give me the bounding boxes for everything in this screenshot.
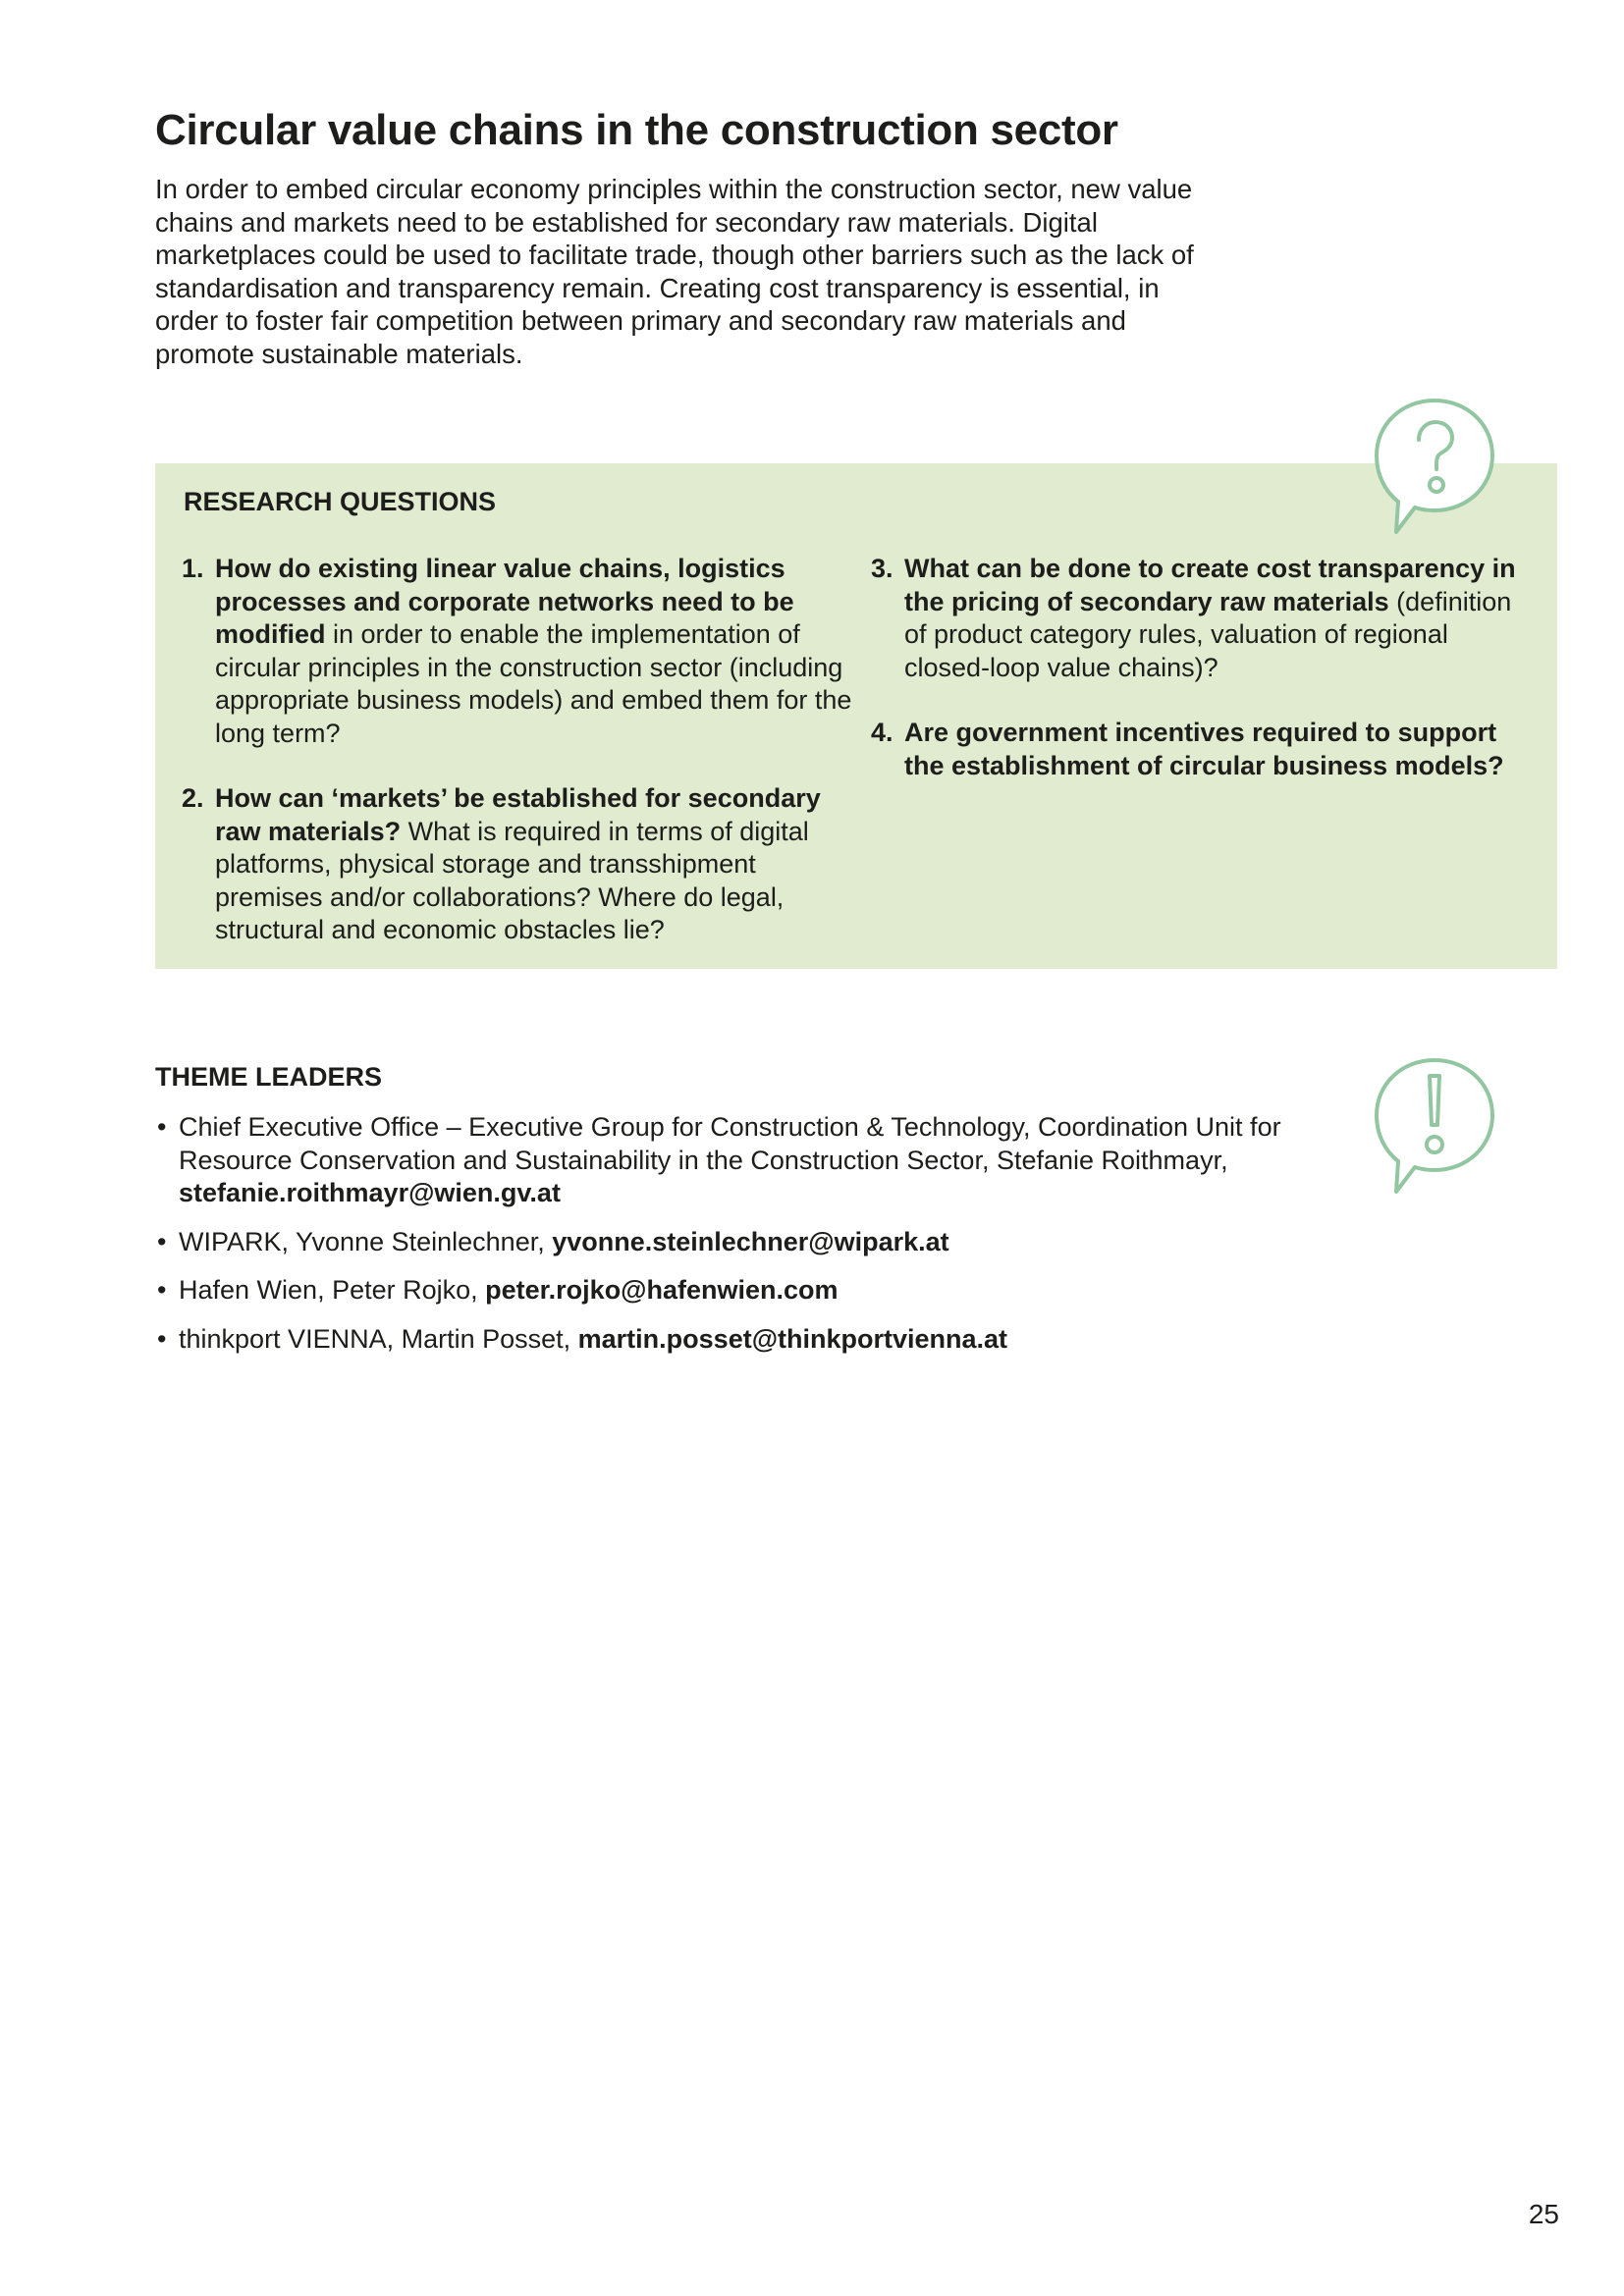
page-title: Circular value chains in the construction sector (155, 106, 1118, 154)
email-link[interactable]: yvonne.steinlechner@wipark.at (552, 1226, 949, 1256)
research-question-3 (871, 553, 1539, 684)
question-bold-text: What can be done to create cost transparency in the pricing of secondary raw materials (904, 554, 1516, 616)
bullet: • (157, 1112, 167, 1142)
research-question-2 (182, 782, 854, 947)
question-bold-text: How do existing linear value chains, logistics processes and corporate networks need to be modified (215, 554, 794, 649)
question-text: in order to enable the implementation of circular principles in the construction sector (including appropriate business models) and embed them for the long term? (215, 619, 852, 748)
bullet: • (157, 1323, 167, 1354)
question-number: 2. (182, 783, 204, 813)
question-text: (definition of product category rules, valuation of regional closed-loop value chains)? (904, 586, 1512, 682)
theme-leader-item (155, 1111, 1333, 1210)
email-link[interactable]: stefanie.roithmayr@wien.gv.at (179, 1178, 561, 1207)
leader-text: Hafen Wien, Peter Rojko, (179, 1275, 486, 1305)
question-bold-text: Are government incentives required to support the establishment of circular business models? (904, 718, 1504, 780)
leader-text: WIPARK, Yvonne Steinlechner, (179, 1226, 553, 1256)
theme-leaders-list (155, 1111, 1333, 1371)
page-number: 25 (1528, 2199, 1559, 2229)
theme-leader-item (155, 1274, 1333, 1308)
research-question-1 (182, 553, 854, 750)
question-number: 4. (871, 718, 893, 747)
leader-text: Chief Executive Office – Executive Group for Construction & Technology, Coordination Unit for Resource Conservation and Sustainability in the Construction Sector, Stefanie Roithmayr, (179, 1112, 1281, 1175)
research-question-4 (871, 717, 1539, 782)
question-speech-bubble-icon (1373, 397, 1496, 536)
intro-paragraph: In order to embed circular economy principles within the construction sector, new value chains and markets need to be established for secondary raw materials. Digital marketplaces could be used to facilitate trade, though other barriers such as the lack of standardisation and transparency remain. Creating cost transparency is essential, in order to foster fair competition between primary and secondary raw materials and promote sustainable materials. (155, 174, 1194, 369)
email-link[interactable]: martin.posset@thinkportvienna.at (577, 1323, 1008, 1354)
leader-text: thinkport VIENNA, Martin Posset, (179, 1323, 578, 1354)
email-link[interactable]: peter.rojko@hafenwien.com (485, 1275, 839, 1305)
theme-leaders-heading: THEME LEADERS (155, 1062, 383, 1092)
question-bold-text: How can ‘markets’ be established for secondary raw materials? (215, 783, 821, 846)
bullet: • (157, 1226, 167, 1256)
bullet: • (157, 1275, 167, 1305)
theme-leader-item (155, 1323, 1333, 1357)
question-number: 1. (182, 554, 204, 583)
research-questions-right-column (871, 553, 1539, 815)
research-questions-left-column (182, 553, 854, 980)
research-questions-heading: RESEARCH QUESTIONS (184, 487, 497, 516)
theme-leader-item (155, 1226, 1333, 1259)
question-number: 3. (871, 554, 893, 583)
question-text: What is required in terms of digital platforms, physical storage and transshipment premises and/or collaborations? Where do legal, structural and economic obstacles lie? (215, 816, 809, 944)
exclamation-speech-bubble-icon (1373, 1056, 1496, 1196)
